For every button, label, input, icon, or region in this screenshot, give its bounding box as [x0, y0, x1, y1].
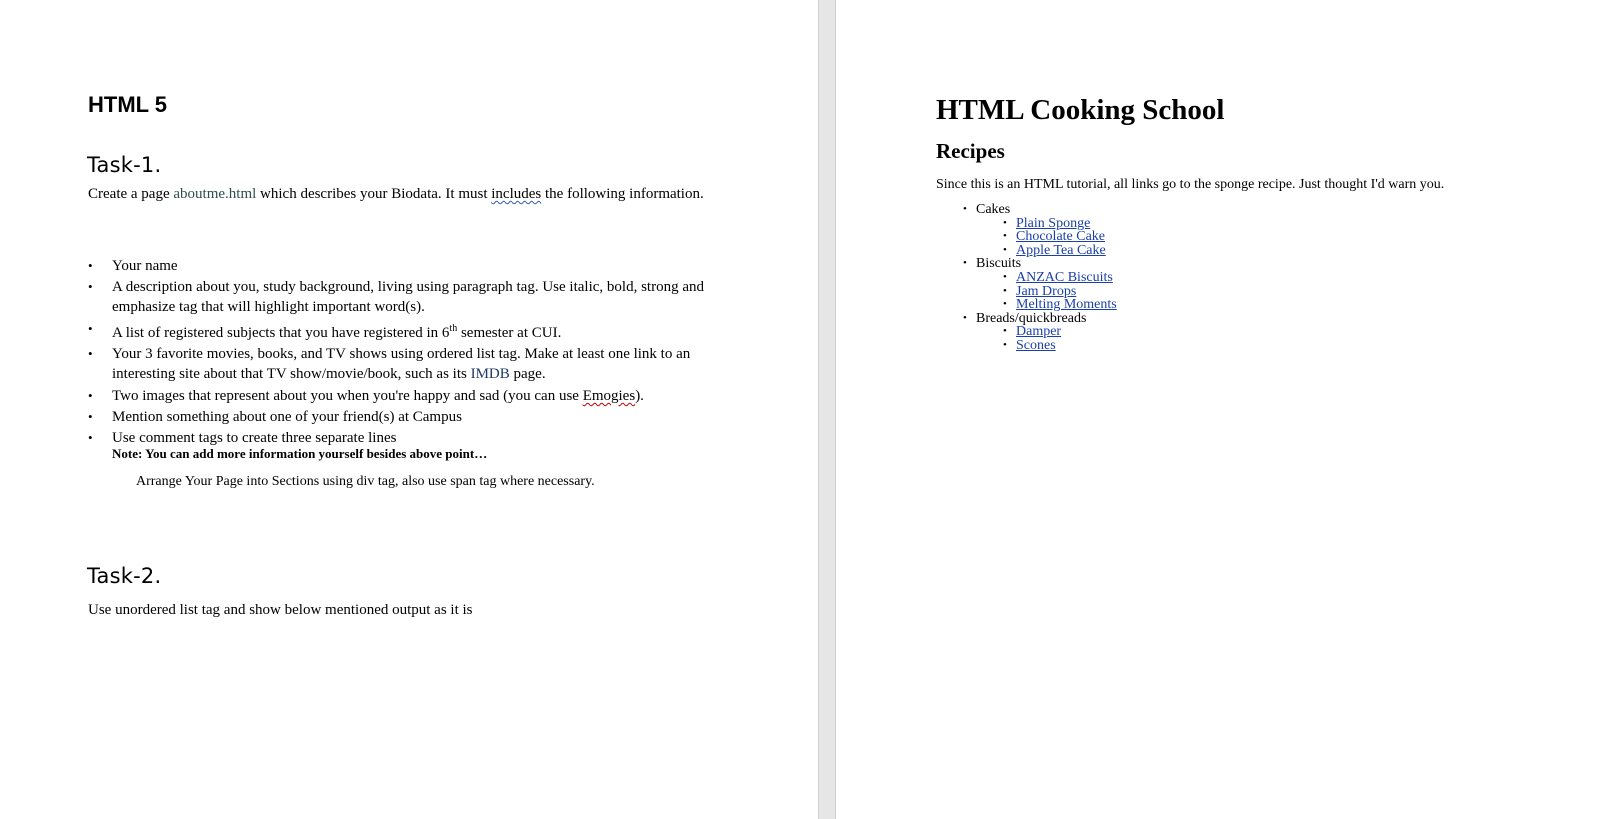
task2-description: Use unordered list tag and show below mentioned output as it is: [88, 602, 473, 618]
recipe-link[interactable]: Jam Drops: [1016, 283, 1077, 299]
recipe-link[interactable]: Melting Moments: [1016, 297, 1117, 313]
item-text: Use comment tags to create three separate lines: [112, 430, 397, 446]
recipe-item: [976, 271, 1117, 285]
recipe-item: [976, 298, 1117, 312]
imdb-link[interactable]: IMDB: [470, 366, 510, 382]
task1-title: Task-1.: [87, 153, 162, 177]
document-page-right: [836, 0, 1610, 819]
task1-desc-post: the following information.: [541, 186, 704, 202]
list-item: [88, 256, 738, 276]
list-item: [88, 319, 738, 343]
recipe-link[interactable]: Damper: [1016, 324, 1062, 340]
item-text: Mention something about one of your friend(s) at Campus: [112, 409, 462, 425]
list-item: [88, 344, 738, 384]
recipe-category-list: [936, 203, 1117, 353]
item-text: A list of registered subjects that you have registered in 6: [112, 325, 450, 341]
page-gutter: [818, 0, 836, 819]
recipe-item: [976, 339, 1117, 353]
item-text: Your 3 favorite movies, books, and TV shows using ordered list tag. Make at least one link to an interesting site about that TV show/movie/book, such as its: [112, 346, 691, 382]
category-item: [936, 203, 1117, 257]
item-text: Two images that represent about you when you're happy and sad (you can use: [112, 388, 583, 404]
ordinal-superscript: th: [449, 323, 458, 334]
arrange-instruction: Arrange Your Page into Sections using div tag, also use span tag where necessary.: [136, 474, 595, 489]
category-item: [936, 257, 1117, 311]
recipe-link[interactable]: Chocolate Cake: [1016, 229, 1106, 245]
note-text: Note: You can add more information yourself besides above point…: [112, 446, 488, 461]
category-name: Cakes: [976, 202, 1011, 217]
recipes-heading: Recipes: [936, 139, 1005, 163]
task1-desc-mid: which describes your Biodata. It must: [256, 186, 492, 202]
recipe-link[interactable]: ANZAC Biscuits: [1016, 269, 1113, 285]
recipe-list: [976, 325, 1117, 352]
item-text: page.: [509, 366, 546, 382]
recipe-link[interactable]: Scones: [1016, 337, 1056, 353]
grammar-flagged-word[interactable]: includes: [491, 186, 542, 202]
category-name: Breads/quickbreads: [976, 310, 1087, 326]
recipe-link[interactable]: Plain Sponge: [1016, 215, 1091, 231]
task2-title: Task-2.: [87, 564, 162, 588]
recipe-link[interactable]: Apple Tea Cake: [1016, 242, 1106, 258]
task1-desc-pre: Create a page: [88, 186, 174, 202]
list-item: [88, 428, 738, 448]
spellcheck-flagged-word[interactable]: Emogies: [582, 388, 636, 404]
cooking-school-title: HTML Cooking School: [936, 94, 1225, 126]
item-text: A description about you, study background, living using paragraph tag. Use italic, bold, strong and emphasize tag that will highlight important word(s).: [112, 279, 704, 315]
doc-heading: HTML 5: [88, 92, 168, 117]
recipe-item: [976, 230, 1117, 244]
recipe-item: [976, 244, 1117, 258]
list-item: [88, 407, 738, 427]
item-text: semester at CUI.: [457, 325, 562, 341]
list-item: [88, 277, 738, 317]
recipe-list: [976, 271, 1117, 312]
intro-text: Since this is an HTML tutorial, all links go to the sponge recipe. Just thought I'd warn you.: [936, 177, 1445, 192]
task1-description: [88, 184, 728, 204]
aboutme-filename: aboutme.html: [173, 186, 257, 202]
category-name: Biscuits: [976, 256, 1022, 272]
requirements-list: [88, 256, 738, 449]
recipe-list: [976, 217, 1117, 258]
item-text: ).: [635, 388, 644, 404]
recipe-item: [976, 217, 1117, 231]
recipe-item: [976, 325, 1117, 339]
category-item: [936, 312, 1117, 353]
recipe-item: [976, 285, 1117, 299]
list-item: [88, 386, 738, 406]
item-text: Your name: [112, 258, 178, 274]
